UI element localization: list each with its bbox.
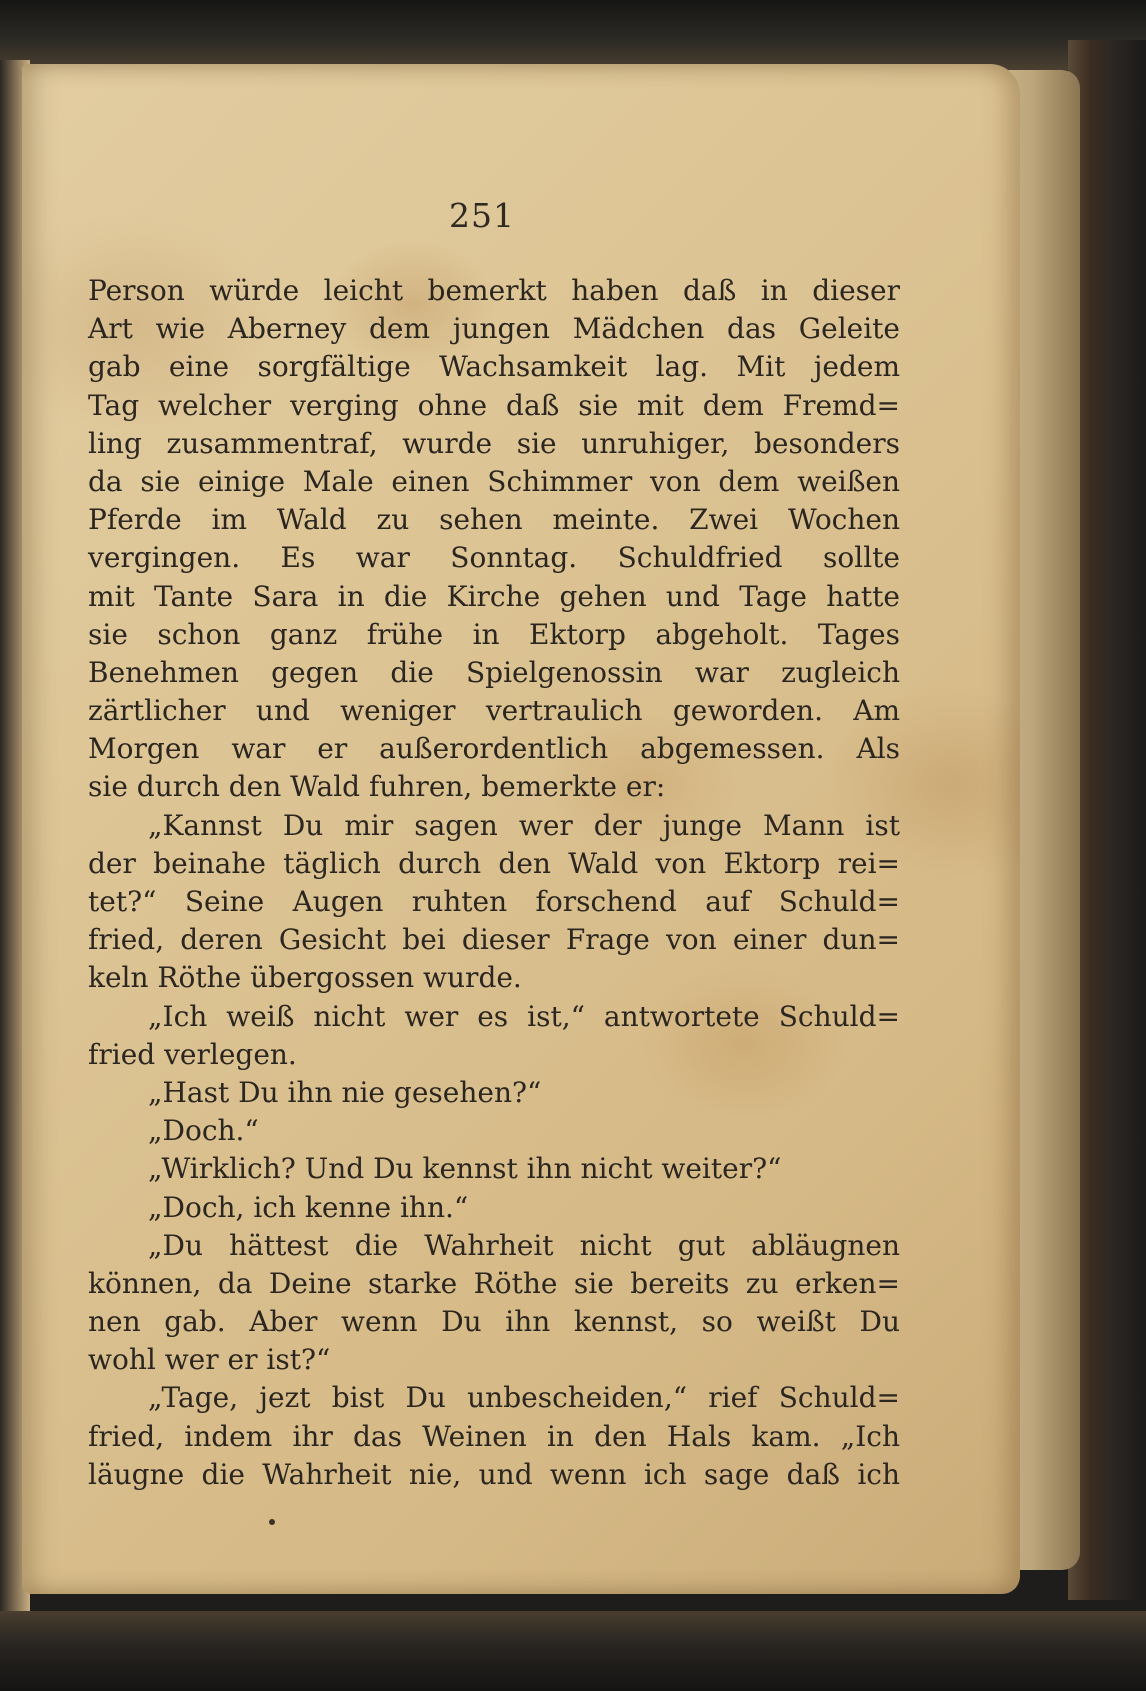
text-line: ling zusammentraf, wurde sie unruhiger, besonders bbox=[88, 426, 900, 460]
text-line: „Ich weiß nicht wer es ist,“ antwortete Schuld= bbox=[148, 999, 900, 1033]
text-line: Pferde im Wald zu sehen meinte. Zwei Wochen bbox=[88, 503, 900, 537]
book-cover-top-edge bbox=[0, 0, 1146, 70]
text-line: keln Röthe übergossen wurde. bbox=[88, 961, 522, 995]
text-line: wohl wer er ist?“ bbox=[88, 1343, 331, 1377]
text-line: Benehmen gegen die Spielgenossin war zugleich bbox=[88, 655, 900, 689]
text-line: „Du hättest die Wahrheit nicht gut abläugnen bbox=[148, 1228, 900, 1262]
text-line: tet?“ Seine Augen ruhten forschend auf Schuld= bbox=[88, 885, 900, 918]
text-line: zärtlicher und weniger vertraulich geworden. Am bbox=[88, 694, 900, 728]
ink-speck bbox=[269, 1519, 275, 1525]
text-line: fried verlegen. bbox=[88, 1037, 297, 1071]
text-line: gab eine sorgfältige Wachsamkeit lag. Mit jedem bbox=[88, 350, 900, 384]
book-cover-bottom-edge bbox=[0, 1611, 1146, 1691]
text-line: „Doch.“ bbox=[148, 1114, 259, 1148]
book-page bbox=[22, 64, 1020, 1594]
text-line: mit Tante Sara in die Kirche gehen und Tage hatte bbox=[88, 579, 900, 613]
text-line: „Wirklich? Und Du kennst ihn nicht weiter?“ bbox=[148, 1152, 782, 1186]
text-line: da sie einige Male einen Schimmer von dem weißen bbox=[88, 464, 900, 498]
page-text-body bbox=[88, 272, 900, 1494]
text-line: Morgen war er außerordentlich abgemessen. Als bbox=[88, 732, 900, 766]
text-line: „Kannst Du mir sagen wer der junge Mann ist bbox=[148, 808, 900, 842]
text-line: sie schon ganz frühe in Ektorp abgeholt. Tages bbox=[88, 617, 900, 651]
text-line: fried, deren Gesicht bei dieser Frage von einer dun= bbox=[88, 923, 900, 957]
text-line: der beinahe täglich durch den Wald von Ektorp rei= bbox=[88, 846, 900, 880]
page-number: 251 bbox=[449, 196, 515, 235]
text-line: Tag welcher verging ohne daß sie mit dem Fremd= bbox=[88, 388, 900, 422]
text-line: können, da Deine starke Röthe sie bereits zu erken= bbox=[88, 1266, 900, 1300]
text-line: Art wie Aberney dem jungen Mädchen das Geleite bbox=[88, 312, 900, 346]
text-line: sie durch den Wald fuhren, bemerkte er: bbox=[88, 770, 666, 804]
text-line: läugne die Wahrheit nie, und wenn ich sage daß ich bbox=[88, 1457, 900, 1491]
text-line: fried, indem ihr das Weinen in den Hals kam. „Ich bbox=[88, 1419, 900, 1453]
text-line: „Tage, jezt bist Du unbescheiden,“ rief Schuld= bbox=[148, 1381, 900, 1415]
text-line: vergingen. Es war Sonntag. Schuldfried sollte bbox=[88, 541, 900, 575]
text-line: „Doch, ich kenne ihn.“ bbox=[148, 1190, 469, 1224]
text-line: nen gab. Aber wenn Du ihn kennst, so weißt Du bbox=[88, 1305, 900, 1339]
text-line: „Hast Du ihn nie gesehen?“ bbox=[148, 1075, 542, 1109]
text-line: Person würde leicht bemerkt haben daß in dieser bbox=[88, 274, 900, 307]
